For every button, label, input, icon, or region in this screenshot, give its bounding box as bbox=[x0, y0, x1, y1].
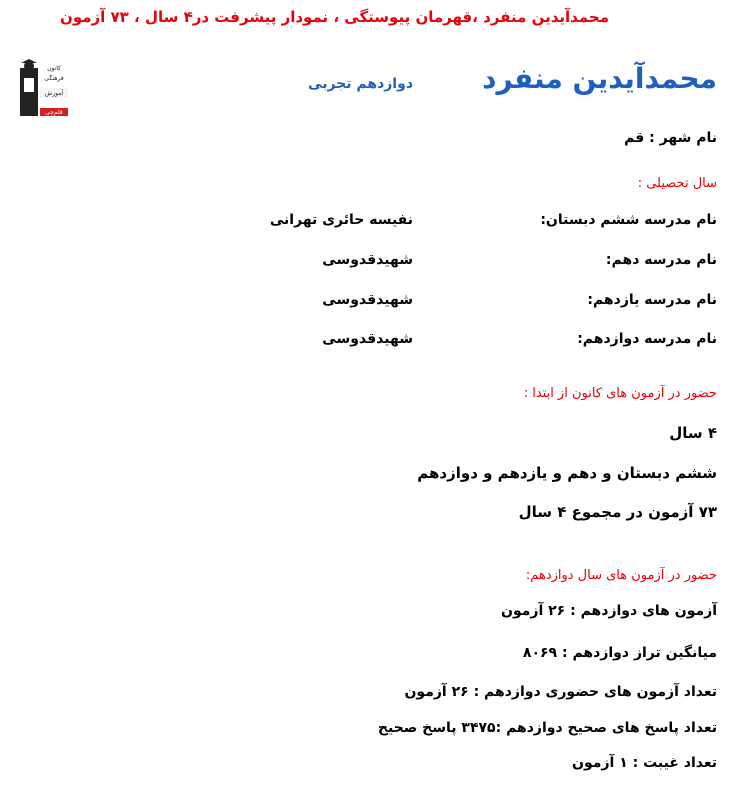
attendance-all-line-2: ششم دبستان و دهم و یازدهم و دوازدهم bbox=[417, 464, 717, 482]
school-label-12: نام مدرسه دوازدهم: bbox=[577, 331, 717, 347]
logo-text-3: آموزش bbox=[44, 90, 64, 97]
school-value-6: نفیسه حائری تهرانی bbox=[269, 212, 413, 228]
city-line: نام شهر : قم bbox=[624, 130, 717, 146]
attendance-all-line-1: ۴ سال bbox=[669, 424, 717, 442]
attendance-12-line-3: تعداد آزمون های حضوری دوازدهم : ۲۶ آزمون bbox=[404, 684, 717, 700]
attendance-12-line-5: تعداد غیبت : ۱ آزمون bbox=[572, 755, 717, 771]
attendance-12-line-4: تعداد پاسخ های صحیح دوازدهم :۳۴۷۵ پاسخ صحیح bbox=[377, 720, 717, 736]
attendance-12-line-2: میانگین تراز دوازدهم : ۸۰۶۹ bbox=[522, 645, 717, 661]
attendance-12-title: حضور در آزمون های سال دوازدهم: bbox=[525, 568, 717, 583]
education-section-title: سال تحصیلی : bbox=[637, 176, 717, 191]
school-value-10: شهیدقدوسی bbox=[322, 252, 413, 268]
page-header-title: محمدآیدین منفرد ،قهرمان پیوستگی ، نمودار پیشرفت در۴ سال ، ۷۳ آزمون bbox=[60, 8, 609, 26]
school-value-11: شهیدقدوسی bbox=[322, 292, 413, 308]
logo-text-4: قلم‌چی bbox=[45, 109, 63, 116]
attendance-all-line-3: ۷۳ آزمون در مجموع ۴ سال bbox=[518, 503, 717, 521]
school-label-11: نام مدرسه یازدهم: bbox=[587, 292, 717, 308]
student-grade: دوازدهم تجربی bbox=[308, 76, 413, 92]
graduate-logo-graphic bbox=[18, 58, 70, 118]
school-label-6: نام مدرسه ششم دبستان: bbox=[540, 212, 717, 228]
school-value-12: شهیدقدوسی bbox=[322, 331, 413, 347]
graduate-logo-icon bbox=[18, 58, 70, 118]
logo-text-2: فرهنگی bbox=[44, 75, 64, 82]
attendance-12-line-1: آزمون های دوازدهم : ۲۶ آزمون bbox=[501, 603, 717, 619]
school-label-10: نام مدرسه دهم: bbox=[605, 252, 717, 268]
attendance-all-title: حضور در آزمون های کانون از ابتدا : bbox=[523, 386, 717, 401]
student-name: محمدآیدین منفرد bbox=[482, 62, 717, 95]
logo-text-1: کانون bbox=[47, 65, 61, 72]
